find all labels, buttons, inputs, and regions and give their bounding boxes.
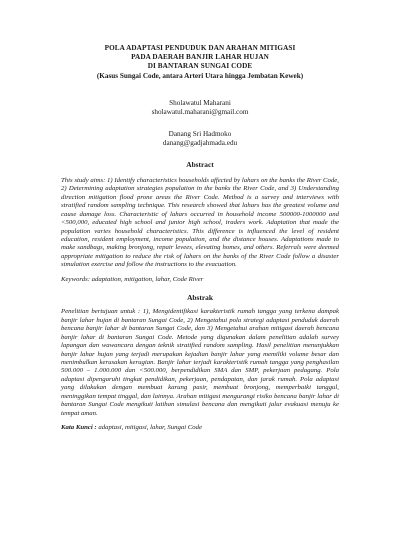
- author-email: danang@gadjahmada.edu: [162, 138, 238, 147]
- paper-title-line-2: PADA DAERAH BANJIR LAHAR HUJAN: [131, 53, 269, 62]
- author-name: Danang Sri Hadmoko: [168, 129, 232, 138]
- paper-title-line-3: DI BANTARAN SUNGAI CODE: [147, 62, 253, 71]
- author-name: Sholawatul Maharani: [169, 98, 231, 107]
- keywords-line: Keywords: adaptation, mitigation, lahar, Code River: [61, 275, 204, 283]
- kata-kunci-label: Kata Kunci :: [61, 424, 97, 432]
- author-email: sholawatul.maharani@gmail.com: [151, 107, 249, 116]
- kata-kunci-line: [61, 424, 339, 432]
- paper-subtitle: (Kasus Sungai Code, antara Arteri Utara hingga Jembatan Kewek): [96, 71, 304, 80]
- paper-title-line-1: POLA ADAPTASI PENDUDUK DAN ARAHAN MITIGASI: [104, 44, 296, 52]
- abstract-text: This study aims: 1) Identify characteristics households affected by lahars on the banks the River Code, 2) Determining adaptation strategies population in the banks the River Code, and 3) Understanding direction mitigation flood prone areas the River Code. Method is a survey and interviews with stratified random sampling technique. This research showed that lahars has the greatest volume and cause damage loss. Characteristic of lahars occurred in household income 500000-1000000 and <500,000, educated high school and junior high school, traders work. Adaptation that made the population varies household characteristics. This difference is influenced the level of resident education, resident employment, income population, and the distance houses. Adaptations made to make sandbags, making bronjong, repair levees, elevating homes, and others. Referrals were deemed appropriate mitigation to reduce the risk of lahars on the banks of the River Code follow a disaster simulation exercise and follow the instructions to the evacuation.: [61, 176, 339, 269]
- kata-kunci-value: adaptasi, mitigasi, lahar, Sungai Code: [96, 424, 203, 432]
- abstrak-text: Penelitian bertujuan untuk : 1), Mengidentifikasi karakteristik rumah tangga yang terkena dampak banjir lahar hujan di bantaran Sungai Code, 2) Mengetahui pola strategi adaptasi penduduk daerah bencana banjir lahar di bantaran Sungai Code, dan 3) Mengetahui arahan mitigasi daerah bencana banjir lahar di bantaran Sungai Code. Metode yang digunakan dalam penelitian adalah survey lapangan dan wawancara dengan teknik stratified random sampling. Hasil penelitian menunjukkan banjir lahar hujan yang terjadi merupakan kejadian banjir lahar yang memiliki volume besar dan menimbulkan kerusakan kerugian. Banjir lahar terjadi karakteristik rumah tangga yang penghasilan 500.000 – 1.000.000 dan <500.000, berpendidikan SMA dan SMP, pekerjaan pedagang. Pola adaptasi dipengaruhi tingkat pendidikan, pekerjaan, pendapatan, dan jarak rumah. Pola adaptasi yang dilakukan dengan membuat karung pasir, membuat bronjong, memperbaiki tanggul, meninggikan tempat tinggal, dan lainnya. Arahan mitigasi mengurangi risiko bencana banjir lahar di bantaran Sungai Code mengikuti latihan simulasi bencana dan mengikuti jalur evakuasi menuju ke tempat aman.: [61, 308, 339, 417]
- abstrak-heading: Abstrak: [187, 293, 213, 303]
- abstract-heading: Abstract: [186, 159, 214, 169]
